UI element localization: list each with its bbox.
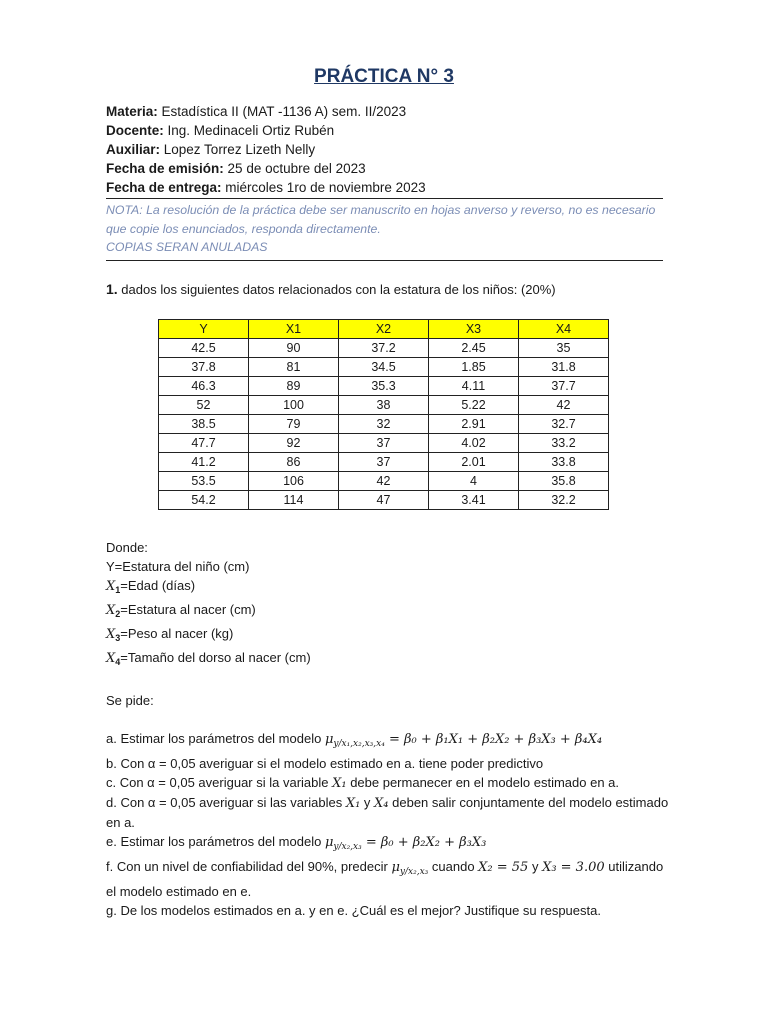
table-cell: 42 [519, 396, 609, 415]
materia-row: Materia: Estadística II (MAT -1136 A) sem. II/2023 [106, 104, 407, 119]
column-header: X3 [429, 320, 519, 339]
table-cell: 53.5 [159, 472, 249, 491]
note-line: que copie los enunciados, responda directamente. [106, 221, 381, 236]
table-cell: 5.22 [429, 396, 519, 415]
table-cell: 35 [519, 339, 609, 358]
table-cell: 46.3 [159, 377, 249, 396]
def-x2: $X_2=Estatura$ al nacer (cm) [106, 602, 256, 619]
data-table [158, 319, 609, 510]
column-header: X4 [519, 320, 609, 339]
table-header-row [159, 320, 609, 339]
table-cell: 35.8 [519, 472, 609, 491]
table-cell: 106 [249, 472, 339, 491]
table-cell: 89 [249, 377, 339, 396]
table-cell: 32 [339, 415, 429, 434]
table-row [159, 472, 609, 491]
table-cell: 47 [339, 491, 429, 510]
item-f: f. Con un nivel de confiabilidad del 90%, predecir $\mu_{y/x_2,x_3}$ cuando X₂ = 55 y X₃ = 3.00 utilizando [106, 859, 664, 877]
def-x4: $X_4=Tamaño$ del dorso al nacer (cm) [106, 650, 311, 667]
table-cell: 81 [249, 358, 339, 377]
column-header: Y [159, 320, 249, 339]
table-cell: 86 [249, 453, 339, 472]
column-header: X1 [249, 320, 339, 339]
question-number: 1. [106, 281, 118, 297]
table-cell: 92 [249, 434, 339, 453]
table-cell: 42.5 [159, 339, 249, 358]
table-cell: 37.7 [519, 377, 609, 396]
def-y: Y=Estatura del niño (cm) [106, 559, 250, 574]
table-cell: 47.7 [159, 434, 249, 453]
table-cell: 79 [249, 415, 339, 434]
page-title: PRÁCTICA N° 3 [314, 66, 454, 87]
entrega-row: Fecha de entrega: miércoles 1ro de noviembre 2023 [106, 180, 426, 195]
item-f-continued: el modelo estimado en e. [106, 884, 252, 899]
item-g: g. De los modelos estimados en a. y en e. ¿Cuál es el mejor? Justifique su respuesta. [106, 903, 601, 918]
def-x3: $X_3=Peso$ al nacer (kg) [106, 626, 234, 643]
table-cell: 4.02 [429, 434, 519, 453]
table-cell: 90 [249, 339, 339, 358]
table-cell: 33.8 [519, 453, 609, 472]
table-cell: 54.2 [159, 491, 249, 510]
item-c: c. Con α = 0,05 averiguar si la variable X₁ debe permanecer en el modelo estimado en a. [106, 775, 620, 791]
table-cell: 2.45 [429, 339, 519, 358]
column-header: X2 [339, 320, 429, 339]
divider-top [106, 198, 663, 199]
table-row [159, 339, 609, 358]
table-cell: 42 [339, 472, 429, 491]
item-e: e. Estimar los parámetros del modelo $\mu_{y/x_2,x_3} = \beta_0 + \beta_2X_2 + \beta_3X_3$ [106, 834, 487, 852]
table-cell: 4.11 [429, 377, 519, 396]
se-pide-label: Se pide: [106, 693, 154, 708]
table-cell: 4 [429, 472, 519, 491]
table-row [159, 491, 609, 510]
question-1 [106, 281, 556, 297]
table-cell: 52 [159, 396, 249, 415]
def-x1: $X_1=Edad$ (días) [106, 578, 196, 595]
table-cell: 37.2 [339, 339, 429, 358]
emision-row: Fecha de emisión: 25 de octubre del 2023 [106, 161, 366, 176]
table-cell: 114 [249, 491, 339, 510]
table-row [159, 377, 609, 396]
table-cell: 38.5 [159, 415, 249, 434]
divider-bottom [106, 260, 663, 261]
table-cell: 2.91 [429, 415, 519, 434]
table-cell: 37.8 [159, 358, 249, 377]
table-row [159, 434, 609, 453]
table-row [159, 358, 609, 377]
table-cell: 41.2 [159, 453, 249, 472]
header-info [106, 102, 666, 197]
note-line: NOTA: La resolución de la práctica debe ser manuscrito en hojas anverso y reverso, no es necesario [106, 203, 656, 217]
note-block [106, 201, 666, 257]
table-cell: 33.2 [519, 434, 609, 453]
donde-label: Donde: [106, 540, 148, 555]
table-cell: 100 [249, 396, 339, 415]
item-d-continued: en a. [106, 815, 135, 830]
table-row [159, 396, 609, 415]
table-cell: 2.01 [429, 453, 519, 472]
item-d: d. Con α = 0,05 averiguar si las variables X₁ y X₄ deben salir conjuntamente del modelo estimado [106, 795, 669, 811]
table-cell: 31.8 [519, 358, 609, 377]
table-cell: 32.2 [519, 491, 609, 510]
table-row [159, 415, 609, 434]
table-cell: 35.3 [339, 377, 429, 396]
note-caps: COPIAS SERAN ANULADAS [106, 240, 268, 254]
table-cell: 32.7 [519, 415, 609, 434]
question-text: dados los siguientes datos relacionados con la estatura de los niños: (20%) [117, 282, 556, 297]
table-cell: 34.5 [339, 358, 429, 377]
table-cell: 1.85 [429, 358, 519, 377]
item-b: b. Con α = 0,05 averiguar si el modelo estimado en a. tiene poder predictivo [106, 756, 544, 771]
problem-body [106, 538, 669, 920]
auxiliar-row: Auxiliar: Lopez Torrez Lizeth Nelly [106, 142, 316, 157]
table-cell: 3.41 [429, 491, 519, 510]
docente-row: Docente: Ing. Medinaceli Ortiz Rubén [106, 123, 335, 138]
table-cell: 38 [339, 396, 429, 415]
table-row [159, 453, 609, 472]
table-cell: 37 [339, 453, 429, 472]
item-a: a. Estimar los parámetros del modelo $\mu_{y/x_1,x_2,x_3,x_4} = \beta_0 + \beta_1X_1 + \beta_2X_2 + \beta_3X_3 + \beta_4X_4$ [106, 731, 603, 749]
table-cell: 37 [339, 434, 429, 453]
